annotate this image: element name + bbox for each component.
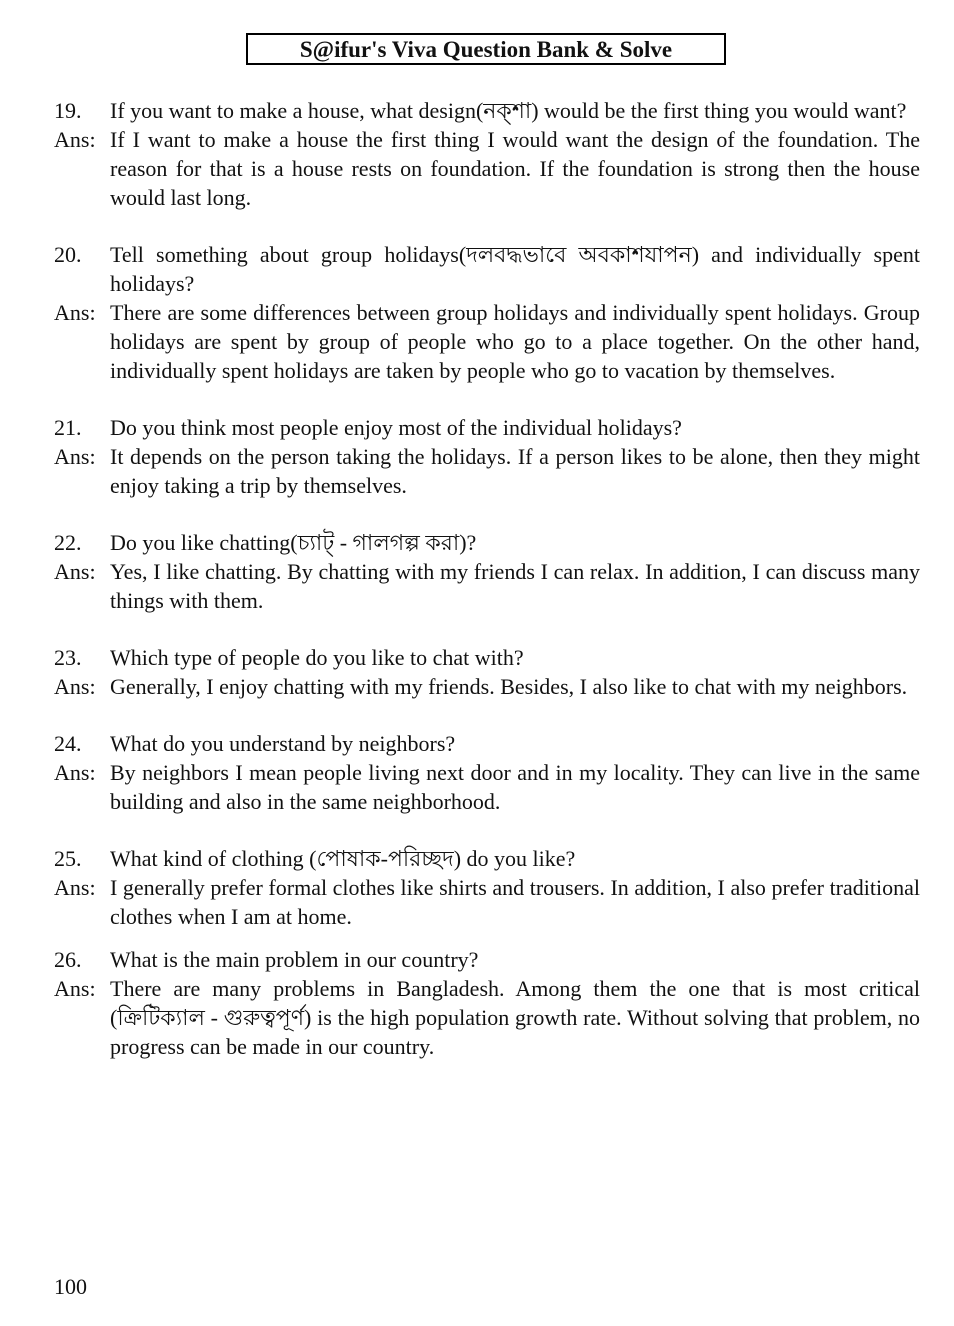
qa-item-24	[54, 729, 920, 816]
answer-text: I generally prefer formal clothes like shirts and trousers. In addition, I also prefer traditional clothes when I am at home.	[110, 875, 920, 929]
page-number: 100	[54, 1274, 87, 1299]
question-number: 20.	[54, 242, 82, 267]
qa-item-26	[54, 945, 920, 1061]
question-number: 22.	[54, 530, 82, 555]
answer-label: Ans:	[54, 760, 96, 785]
question-text: If you want to make a house, what design(নক্শা) would be the first thing you would want?	[110, 98, 907, 123]
question-text: What is the main problem in our country?	[110, 947, 479, 972]
question-number: 23.	[54, 645, 82, 670]
answer-label: Ans:	[54, 444, 96, 469]
answer-label: Ans:	[54, 300, 96, 325]
answer-label: Ans:	[54, 875, 96, 900]
qa-item-23	[54, 643, 920, 701]
answer-label: Ans:	[54, 127, 96, 152]
answer-label: Ans:	[54, 976, 96, 1001]
answer-text: If I want to make a house the first thing I would want the design of the foundation. The reason for that is a house rests on foundation. If the foundation is strong then the house would last long.	[110, 127, 920, 210]
answer-text: There are some differences between group holidays and individually spent holidays. Group holidays are spent by group of people who go to a place together. On the other hand, individually spent holidays are taken by people who go to vacation by themselves.	[110, 300, 920, 383]
page-header-title: S@ifur's Viva Question Bank & Solve	[246, 33, 726, 65]
question-text: Do you think most people enjoy most of the individual holidays?	[110, 415, 682, 440]
question-text: Do you like chatting(চ্যাট্‌ - গালগল্প করা)?	[110, 530, 477, 555]
answer-text: Generally, I enjoy chatting with my friends. Besides, I also like to chat with my neighbors.	[110, 674, 908, 699]
answer-text: Yes, I like chatting. By chatting with my friends I can relax. In addition, I can discuss many things with them.	[110, 559, 920, 613]
qa-item-21	[54, 413, 920, 500]
answer-text: It depends on the person taking the holidays. If a person likes to be alone, then they might enjoy taking a trip by themselves.	[110, 444, 920, 498]
qa-item-25	[54, 844, 920, 931]
qa-item-19	[54, 96, 920, 212]
qa-list	[54, 96, 920, 1089]
answer-label: Ans:	[54, 559, 96, 584]
question-number: 26.	[54, 947, 82, 972]
question-text: What kind of clothing (পোষাক-পরিচ্ছদ) do you like?	[110, 846, 576, 871]
question-text: Tell something about group holidays(দলবদ্ধভাবে অবকাশযাপন) and individually spent holidays?	[110, 242, 920, 296]
question-text: Which type of people do you like to chat with?	[110, 645, 524, 670]
question-number: 19.	[54, 98, 82, 123]
answer-text: There are many problems in Bangladesh. Among them the one that is most critical (ক্রিটিক্যাল - গুরুত্বপূর্ণ) is the high population growth rate. Without solving that problem, no progress can be made in our country.	[110, 976, 920, 1059]
qa-item-20	[54, 240, 920, 385]
qa-item-22	[54, 528, 920, 615]
answer-label: Ans:	[54, 674, 96, 699]
question-number: 24.	[54, 731, 82, 756]
question-text: What do you understand by neighbors?	[110, 731, 456, 756]
question-number: 21.	[54, 415, 82, 440]
question-number: 25.	[54, 846, 82, 871]
answer-text: By neighbors I mean people living next door and in my locality. They can live in the same building and also in the same neighborhood.	[110, 760, 920, 814]
